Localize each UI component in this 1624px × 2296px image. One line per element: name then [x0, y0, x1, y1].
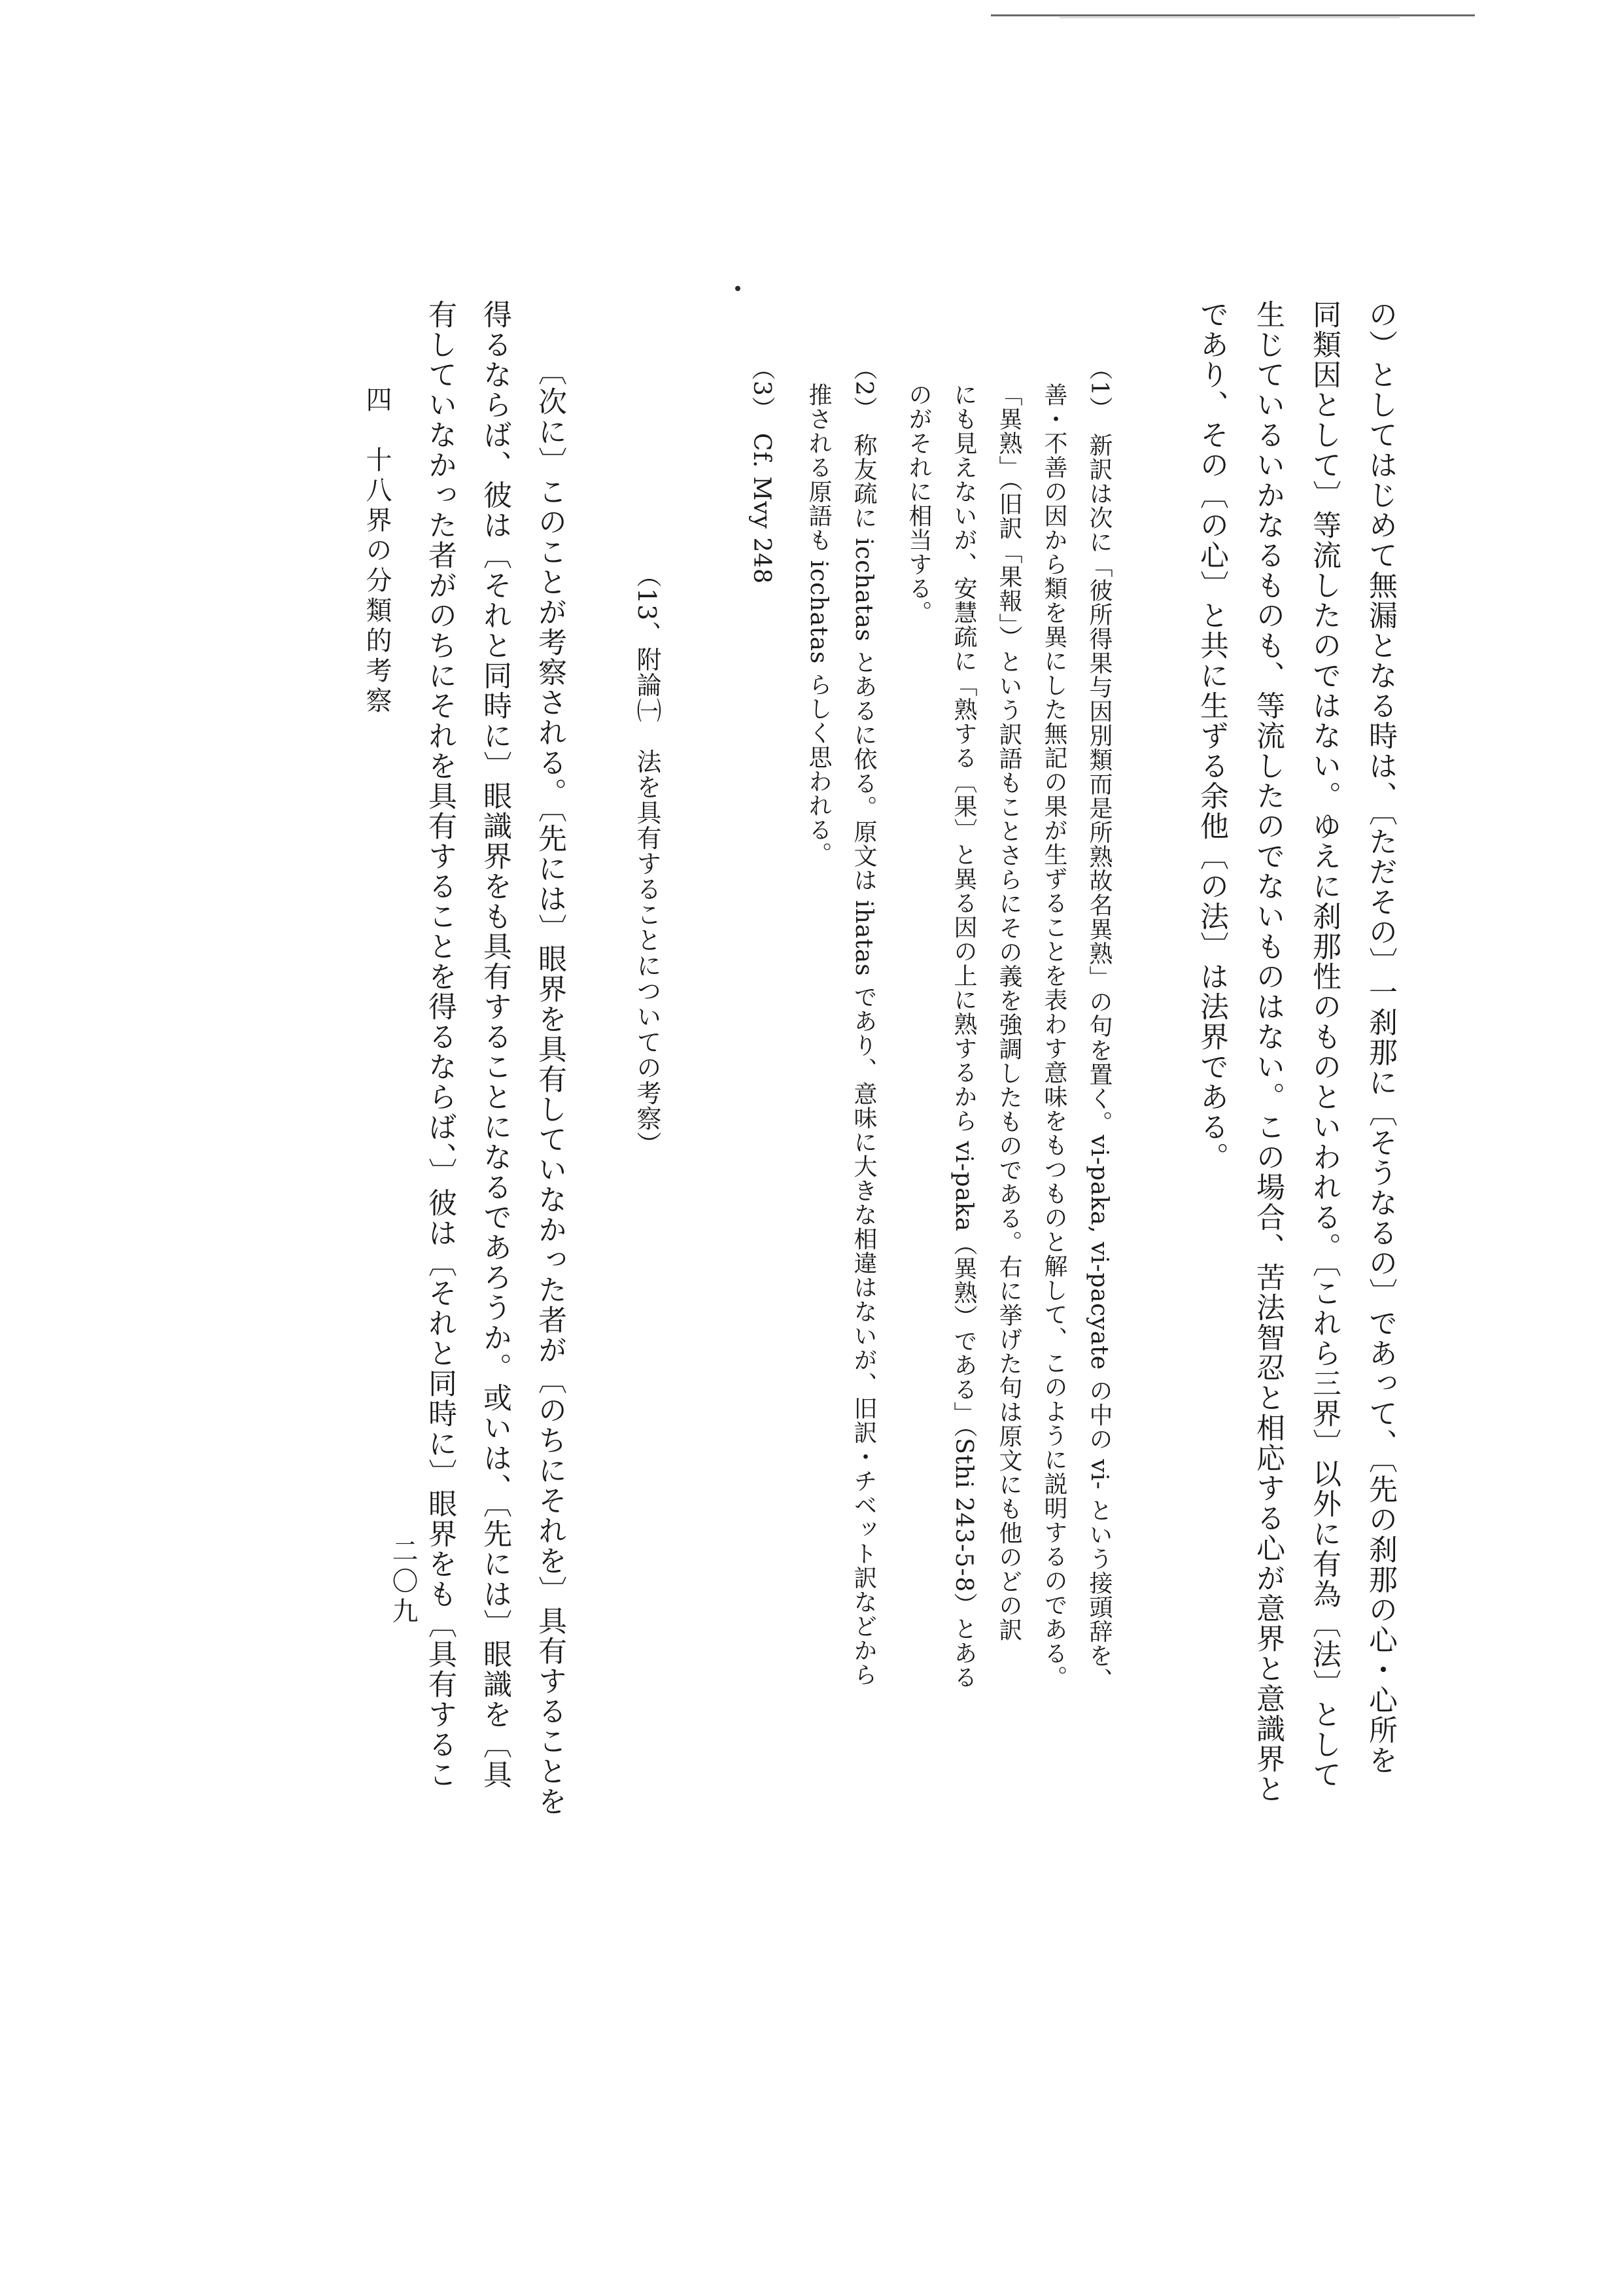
note-1-line-1: （1） 新訳は次に「彼所得果与因別類而是所熟故名異熟」の句を置く。vi-paka, vi-pacyate の中の vi- という接頭辞を、 [1086, 357, 1113, 1692]
note-3-line-1: （3） Cf. Mvy 248 [748, 357, 775, 585]
body-line-1: の）としてはじめて無漏となる時は、〔ただその〕一刹那に〔そうなるの〕であって、〔先の刹那の心・心所を [1364, 300, 1397, 1775]
body-line-3: 生じているいかなるものも、等流したのでないものはない。この場合、苦法智忍と相応する心が意界と意識界と [1251, 300, 1285, 1804]
body-line-7: 有していなかった者がのちにそれを具有することを得るならば、〕彼は〔それと同時に〕眼界をも〔具有するこ [423, 300, 457, 1790]
stray-ink-dot [735, 286, 740, 291]
note-1-line-4: にも見えないが、安慧疏に「熟する〔果〕と異る因の上に熟するから vi-paka（異熟）である」（Sthi 243-5-8）とある [950, 383, 977, 1690]
top-scan-rule-faint [1060, 17, 1400, 18]
note-2-line-1: （2） 称友疏に icchatas とあるに依る。原文は ihatas であり、意味に大きな相違はないが、旧訳・チベット訳などから [850, 357, 877, 1687]
page-number: 二〇九 [388, 1537, 418, 1627]
note-1-line-3: 「異熟」（旧訳「果報」）という訳語もことさらにその義を強調したものである。右に挙げた句は原文にも他のどの訳 [995, 383, 1022, 1642]
note-1-line-2: 善・不善の因から類を異にした無記の果が生ずることを表わす意味をもつものと解して、このように説明するのである。 [1041, 383, 1067, 1690]
body-line-2: 同類因として〕等流したのではない。ゆえに刹那性のものといわれる。〔これら三界〕以外に有為〔法〕として [1307, 300, 1341, 1790]
note-1-line-5: のがそれに相当する。 [905, 383, 932, 625]
running-title: 四 十八界の分類的考察 [362, 386, 392, 717]
note-2-line-2: 推される原語も icchatas らしく思われる。 [805, 383, 832, 866]
section-heading: （13、附論㈠ 法を具有することについての考察） [632, 563, 661, 1157]
body-line-4: であり、その〔の心〕と共に生ずる余他〔の法〕は法界である。 [1195, 300, 1228, 1172]
body-line-6: 得るならば、彼は〔それと同時に〕眼識界をも具有することになるであろうか。或いは、〔先には〕眼識を〔具 [478, 300, 511, 1790]
top-scan-rule [991, 14, 1475, 16]
body-line-5: 〔次に〕このことが考察される。〔先には〕眼界を具有していなかった者が〔のちにそれを〕具有することを [533, 357, 566, 1817]
